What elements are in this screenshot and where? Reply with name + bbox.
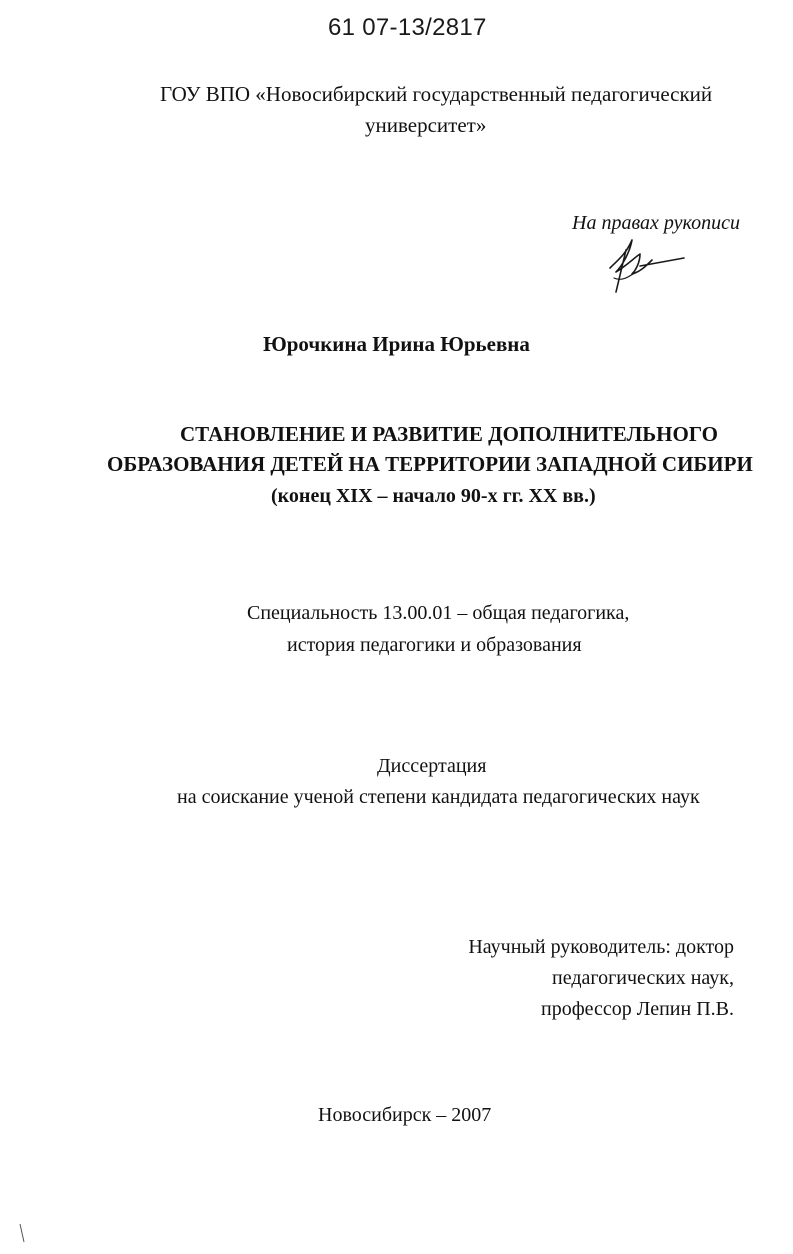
degree-line: на соискание ученой степени кандидата педагогических наук: [177, 786, 700, 808]
supervisor-line-1: Научный руководитель: доктор: [468, 936, 734, 958]
title-line-2: ОБРАЗОВАНИЯ ДЕТЕЙ НА ТЕРРИТОРИИ ЗАПАДНОЙ СИБИРИ: [107, 452, 753, 476]
institution-line-2: университет»: [365, 113, 487, 137]
city-year: Новосибирск – 2007: [318, 1104, 492, 1126]
title-line-3: (конец XIX – начало 90-х гг. XX вв.): [271, 485, 596, 507]
scan-artifact-mark: [18, 1222, 28, 1246]
supervisor-line-2: педагогических наук,: [552, 967, 734, 989]
supervisor-line-3: профессор Лепин П.В.: [541, 998, 734, 1020]
manuscript-rights-note: На правах рукописи: [572, 212, 740, 234]
specialty-line-1: Специальность 13.00.01 – общая педагогика,: [247, 602, 630, 624]
dissertation-label: Диссертация: [377, 755, 487, 777]
institution-line-1: ГОУ ВПО «Новосибирский государственный педагогический: [160, 82, 713, 106]
title-line-1: СТАНОВЛЕНИЕ И РАЗВИТИЕ ДОПОЛНИТЕЛЬНОГО: [180, 422, 718, 446]
handwritten-signature: [596, 232, 696, 298]
specialty-line-2: история педагогики и образования: [287, 634, 582, 656]
author-name: Юрочкина Ирина Юрьевна: [263, 332, 530, 356]
archive-code: 61 07-13/2817: [328, 14, 487, 41]
